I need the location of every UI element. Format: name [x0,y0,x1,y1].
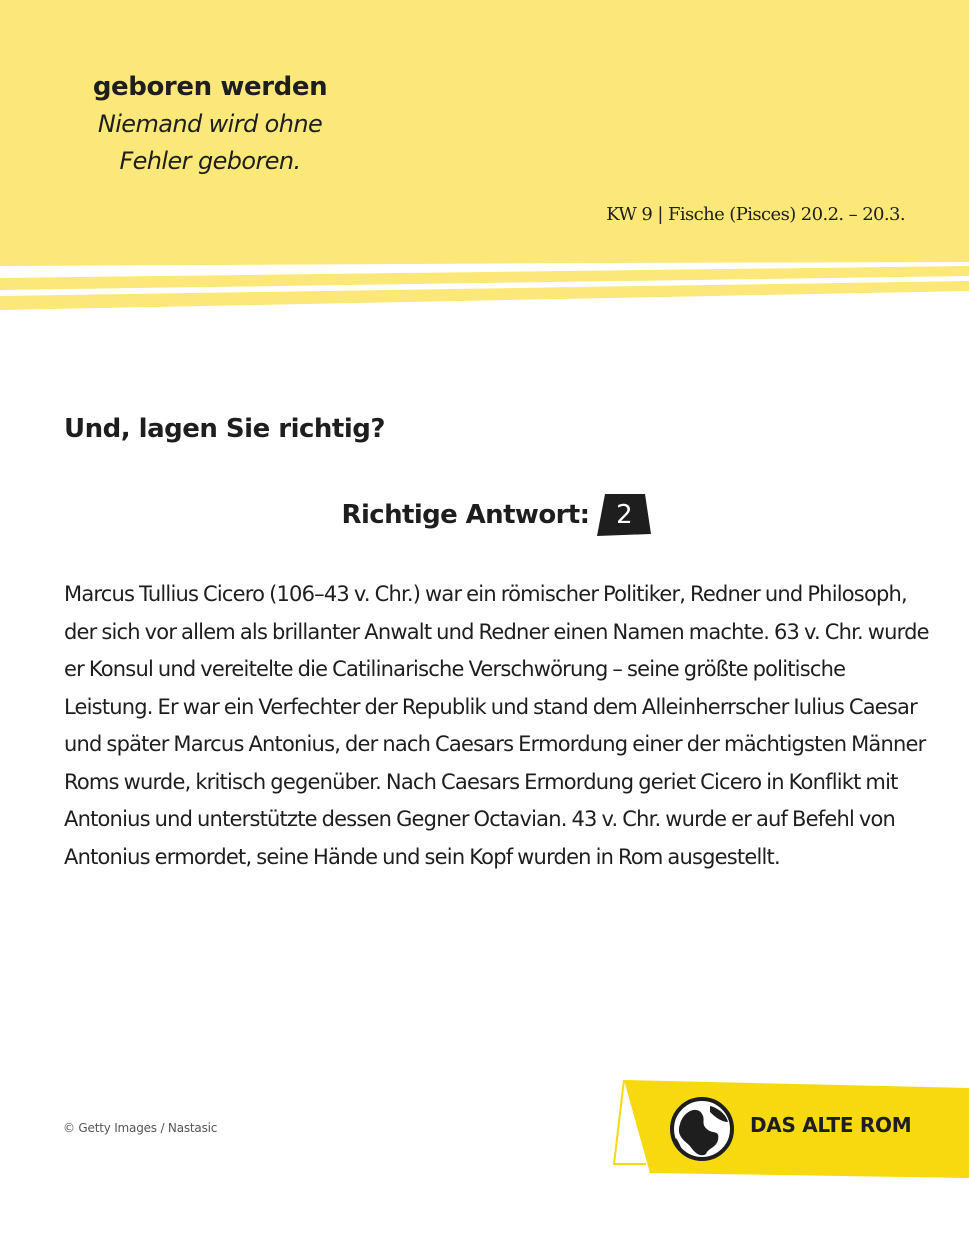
vocabulary-block [60,68,360,180]
answer-label: Richtige Antwort: [341,500,590,530]
question-heading: Und, lagen Sie richtig? [64,414,385,444]
explanation-text: Marcus Tullius Cicero (106–43 v. Chr.) war ein römischer Politiker, Redner und Philosoph, der sich vor allem als brillanter Anwalt und Redner einen Namen machte. 63 v. Chr. wurde er Konsul und vereitelte die Catilinarische Verschwörung – seine größte politische Leistung. Er war ein Verfechter der Republik und stand dem Alleinherrscher Iulius Caesar und später Marcus Antonius, der nach Caesars Ermordung einer der mächtigsten Männer Roms wurde, kritisch gegenüber. Nach Caesars Ermordung geriet Cicero in Konflikt mit Antonius und unterstützte dessen Gegner Octavian. 43 v. Chr. wurde er auf Befehl von Antonius ermordet, seine Hände und sein Kopf wurden in Rom ausgestellt. [64,582,929,869]
calendar-week-info: KW 9 | Fische (Pisces) 20.2. – 20.3. [606,204,905,225]
example-sentence-line-2: Fehler geboren. [119,147,301,175]
example-sentence-line-1: Niemand wird ohne [97,110,323,138]
globe-icon [672,1099,732,1159]
answer-number: 2 [616,500,633,530]
vocabulary-word: geboren werden [92,72,328,102]
category-badge [610,1078,969,1178]
image-credit: © Getty Images / Nastasic [63,1121,218,1135]
answer-row [0,494,969,536]
answer-badge [597,494,651,536]
category-label: DAS ALTE ROM [750,1113,912,1137]
